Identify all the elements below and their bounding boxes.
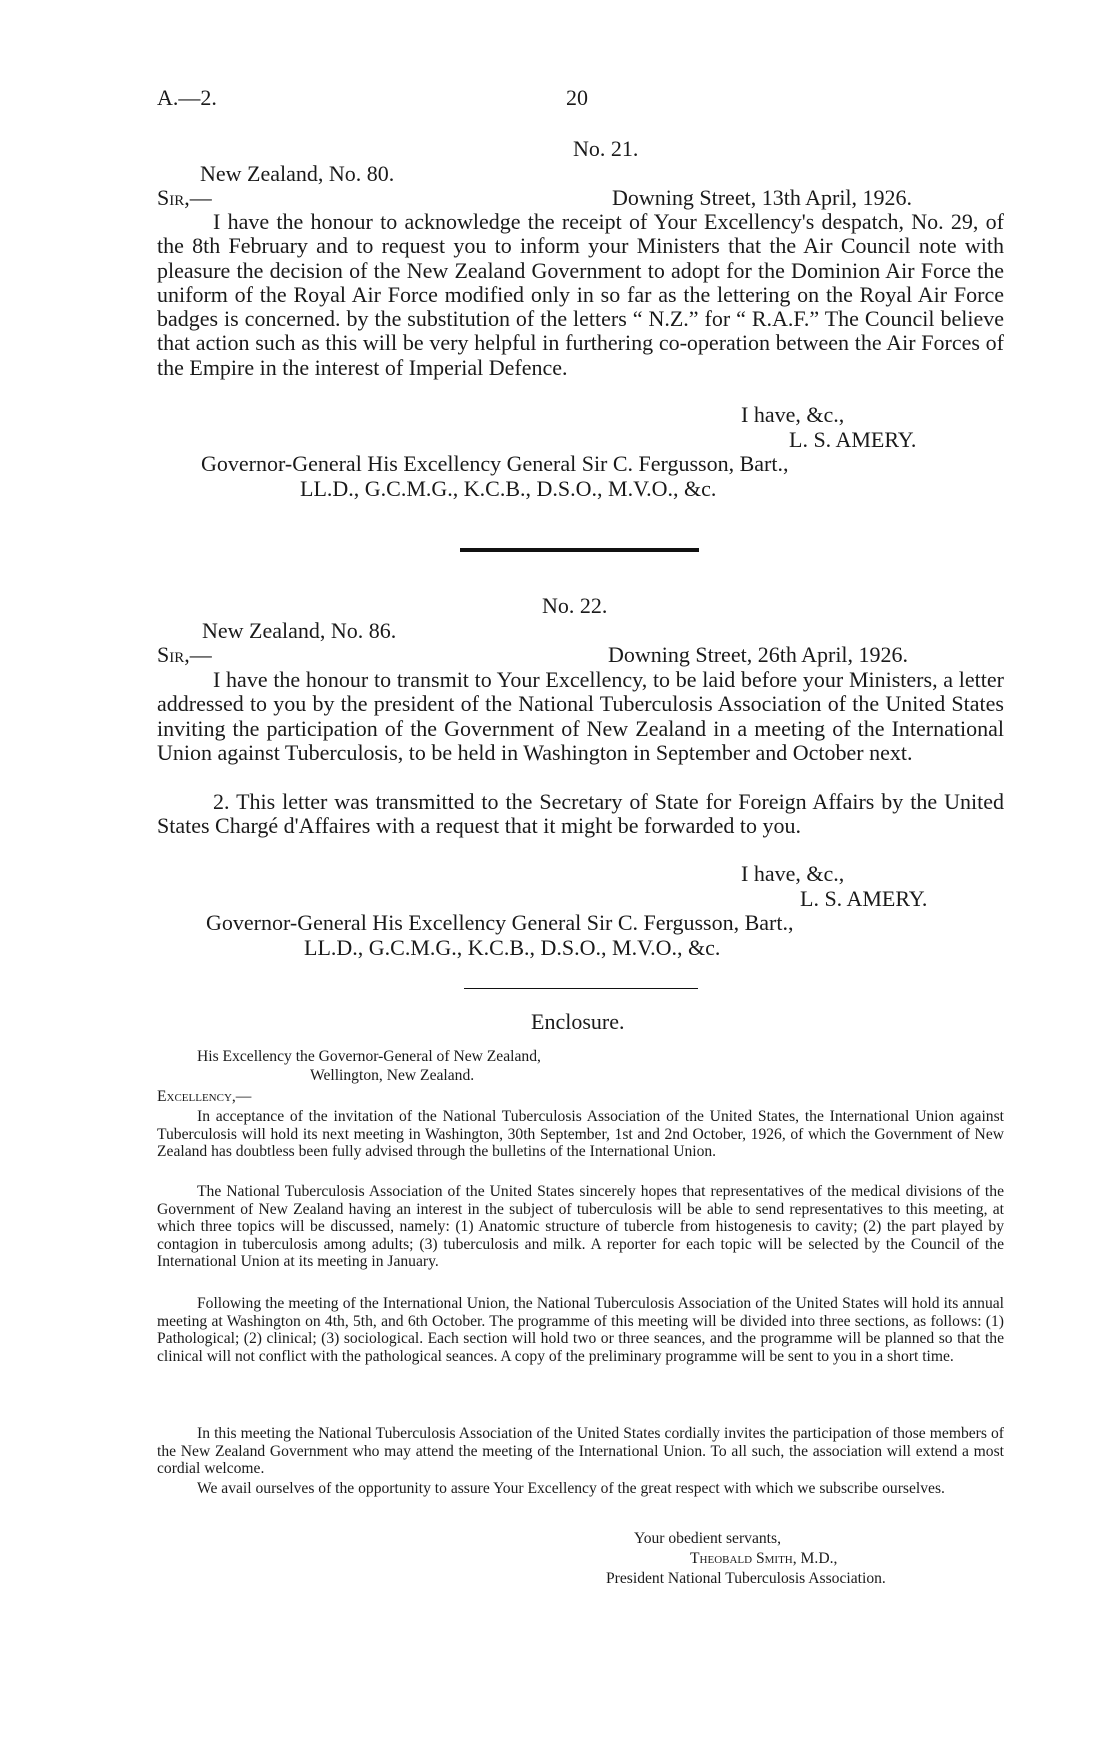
enclosure-closing: Your obedient servants, bbox=[634, 1530, 781, 1547]
place-date: Downing Street, 13th April, 1926. bbox=[612, 185, 913, 210]
section-divider bbox=[460, 548, 699, 552]
letter-number: No. 22. bbox=[542, 593, 608, 618]
enclosure-heading: Enclosure. bbox=[531, 1009, 625, 1034]
enclosure-salutation: Excellency,— bbox=[157, 1088, 252, 1105]
addressee-line: Governor-General His Excellency General Sir C. Fergusson, Bart., bbox=[201, 451, 789, 476]
dispatch-reference: New Zealand, No. 80. bbox=[200, 161, 395, 186]
enclosure-signature: Theobald Smith, M.D., bbox=[690, 1550, 838, 1567]
closing: I have, &c., bbox=[741, 402, 845, 427]
letter-paragraph: I have the honour to transmit to Your Excellency, to be laid before your Ministers, a letter addressed to you by the president of the National Tuberculosis Association of the United States inviting the participation of the Government of New Zealand in a meeting of the International Union against Tuberculosis, to be held in Washington in September and October next. bbox=[157, 667, 1004, 765]
enclosure-paragraph: Following the meeting of the International Union, the National Tuberculosis Association of the United States will hold its annual meeting at Washington on 4th, 5th, and 6th October. The programme of this meeting will be divided into three sections, as follows: (1) Pathological; (2) clinical; (3) sociological. Each section will hold two or three seances, and the programme will be planned so that the clinical will not conflict with the pathological seances. A copy of the preliminary programme will be sent to you in a short time. bbox=[157, 1295, 1004, 1365]
signature: L. S. AMERY. bbox=[789, 427, 917, 452]
letter-paragraph: 2. This letter was transmitted to the Secretary of State for Foreign Affairs by the United States Chargé d'Affaires with a request that it might be forwarded to you. bbox=[157, 789, 1004, 839]
closing: I have, &c., bbox=[741, 861, 845, 886]
addressee-honours: LL.D., G.C.M.G., K.C.B., D.S.O., M.V.O., &c. bbox=[300, 476, 717, 501]
addressee-line: Governor-General His Excellency General Sir C. Fergusson, Bart., bbox=[206, 910, 794, 935]
enclosure-paragraph: In acceptance of the invitation of the National Tuberculosis Association of the United States, the International Union against Tuberculosis will hold its next meeting in Washington, 30th September, 1st and 2nd October, 1926, of which the Government of New Zealand has doubtless been fully advised through the bulletins of the International Union. bbox=[157, 1108, 1004, 1161]
letter-body: I have the honour to acknowledge the receipt of Your Excellency's despatch, No. 29, of the 8th February and to request you to inform your Ministers that the Air Council note with pleasure the decision of the New Zealand Government to adopt for the Dominion Air Force the uniform of the Royal Air Force modified only in so far as the lettering on the Royal Air Force badges is concerned. by the substitution of the letters “ N.Z.” for “ R.A.F.” The Council believe that action such as this will be very helpful in furthering co-operation between the Air Forces of the Empire in the interest of Imperial Defence. bbox=[157, 209, 1004, 380]
enclosure-signature-title: President National Tuberculosis Association. bbox=[606, 1570, 886, 1587]
dispatch-reference: New Zealand, No. 86. bbox=[202, 618, 397, 643]
addressee-honours: LL.D., G.C.M.G., K.C.B., D.S.O., M.V.O., &c. bbox=[304, 935, 721, 960]
salutation: Sir,— bbox=[157, 642, 212, 667]
enclosure-paragraph: We avail ourselves of the opportunity to assure Your Excellency of the great respect with which we subscribe ourselves. bbox=[197, 1480, 945, 1497]
letter-number: No. 21. bbox=[573, 136, 639, 161]
document-reference: A.—2. bbox=[157, 85, 217, 110]
salutation: Sir,— bbox=[157, 185, 212, 210]
section-divider bbox=[464, 988, 698, 989]
page-number: 20 bbox=[566, 85, 588, 110]
enclosure-address: His Excellency the Governor-General of New Zealand, bbox=[197, 1048, 541, 1065]
place-date: Downing Street, 26th April, 1926. bbox=[608, 642, 909, 667]
enclosure-paragraph: In this meeting the National Tuberculosis Association of the United States cordially invites the participation of those members of the New Zealand Government who may attend the meeting of the International Union. To all such, the association will extend a most cordial welcome. bbox=[157, 1425, 1004, 1478]
enclosure-paragraph: The National Tuberculosis Association of the United States sincerely hopes that representatives of the medical divisions of the Government of New Zealand having an interest in the subject of tuberculosis will be able to send representatives to this meeting, at which three topics will be discussed, namely: (1) Anatomic structure of tubercle from histogenesis to cavity; (2) the part played by contagion in tuberculosis among adults; (3) tuberculosis and milk. A reporter for each topic will be selected by the Council of the International Union at its meeting in January. bbox=[157, 1183, 1004, 1271]
signature: L. S. AMERY. bbox=[800, 886, 928, 911]
enclosure-address-city: Wellington, New Zealand. bbox=[310, 1067, 475, 1084]
